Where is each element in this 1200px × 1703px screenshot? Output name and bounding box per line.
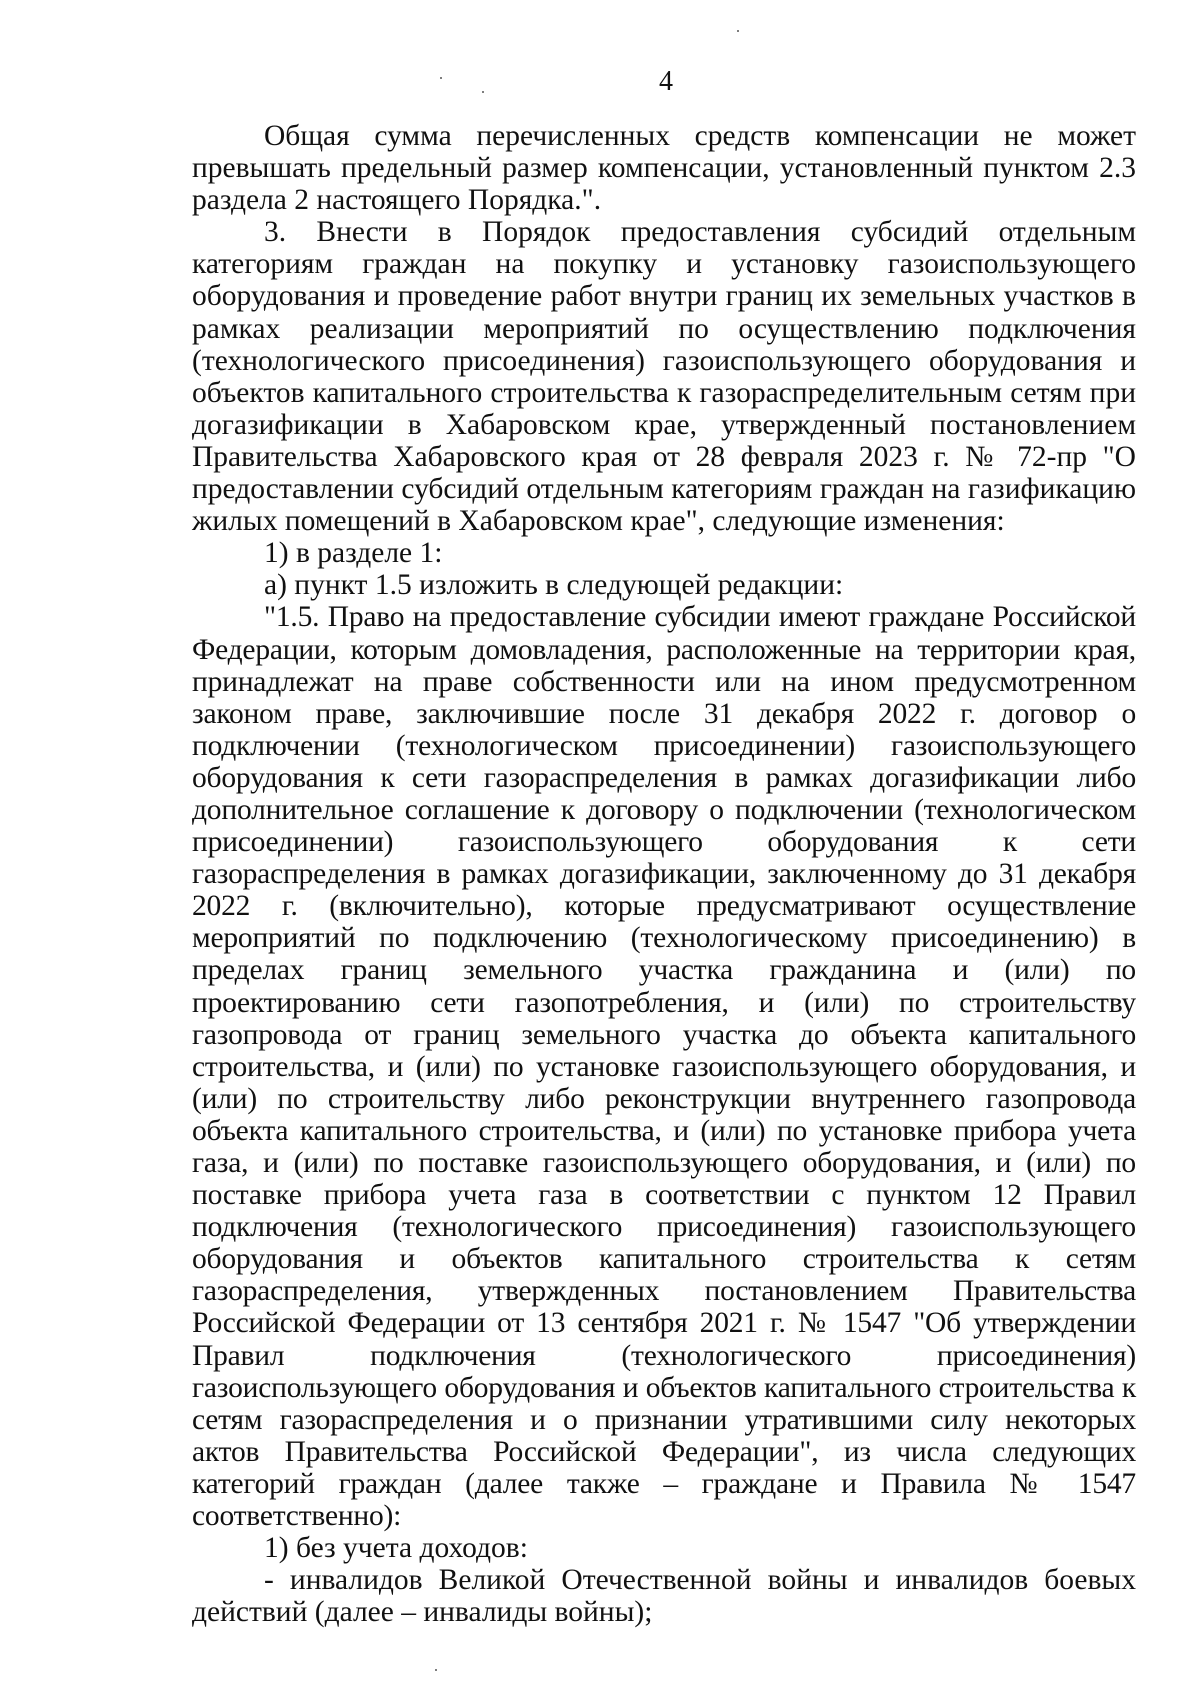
paragraph-clause-1-5-intro: а) пункт 1.5 изложить в следующей редакции: bbox=[264, 569, 844, 602]
scan-speck bbox=[435, 1669, 437, 1671]
document-body bbox=[192, 120, 1136, 1628]
page-number: 4 bbox=[659, 66, 673, 97]
paragraph-without-income: 1) без учета доходов: bbox=[264, 1532, 528, 1565]
paragraph-section-1: 1) в разделе 1: bbox=[264, 537, 443, 570]
scan-speck bbox=[440, 77, 442, 79]
paragraph-compensation-total: Общая сумма перечисленных средств компенсации не может превышать предельный размер компенсации, установленный пунктом 2.3 раздела 2 настоящего Порядка.". bbox=[192, 120, 1136, 217]
paragraph-clause-1-5-text: "1.5. Право на предоставление субсидии имеют граждане Российской Федерации, которым домовладения, расположенные на территории края, принадлежат на праве собственности или на ином предусмотренном законом праве, заключившие после 31 декабря 2022 г. договор о подключении (технологическом присоединении) газоиспользующего оборудования к сети газораспределения в рамках догазификации либо дополнительное соглашение к договору о подключении (технологическом присоединении) газоиспользующего оборудования к сети газораспределения в рамках догазификации, заключенному до 31 декабря 2022 г. (включительно), которые предусматривают осуществление мероприятий по подключению (технологическому присоединению) в пределах границ земельного участка гражданина и (или) по проектированию сети газопотребления, и (или) по строительству газопровода от границ земельного участка до объекта капитального строительства, и (или) по установке газоиспользующего оборудования, и (или) по строительству либо реконструкции внутреннего газопровода объекта капитального строительства, и (или) по установке прибора учета газа, и (или) по поставке газоиспользующего оборудования, и (или) по поставке прибора учета газа в соответствии с пунктом 12 Правил подключения (технологического присоединения) газоиспользующего оборудования и объектов капитального строительства к сетям газораспределения, утвержденных постановлением Правительства Российской Федерации от 13 сентября 2021 г. № 1547 "Об утверждении Правил подключения (технологического присоединения) газоиспользующего оборудования и объектов капитального строительства к сетям газораспределения и о признании утратившими силу некоторых актов Правительства Российской Федерации", из числа следующих категорий граждан (далее также – граждане и Правила № 1547 соответственно): bbox=[192, 601, 1136, 1533]
scan-speck bbox=[482, 91, 484, 93]
scan-speck bbox=[737, 30, 739, 32]
paragraph-war-invalids: - инвалидов Великой Отечественной войны и инвалидов боевых действий (далее – инвалиды войны); bbox=[192, 1564, 1136, 1629]
paragraph-item-3-amendments: 3. Внести в Порядок предоставления субсидий отдельным категориям граждан на покупку и установку газоиспользующего оборудования и проведение работ внутри границ их земельных участков в рамках реализации мероприятий по осуществлению подключения (технологического присоединения) газоиспользующего оборудования и объектов капитального строительства к газораспределительным сетям при догазификации в Хабаровском крае, утвержденный постановлением Правительства Хабаровского края от 28 февраля 2023 г. № 72-пр "О предоставлении субсидий отдельным категориям граждан на газификацию жилых помещений в Хабаровском крае", следующие изменения: bbox=[192, 216, 1136, 538]
